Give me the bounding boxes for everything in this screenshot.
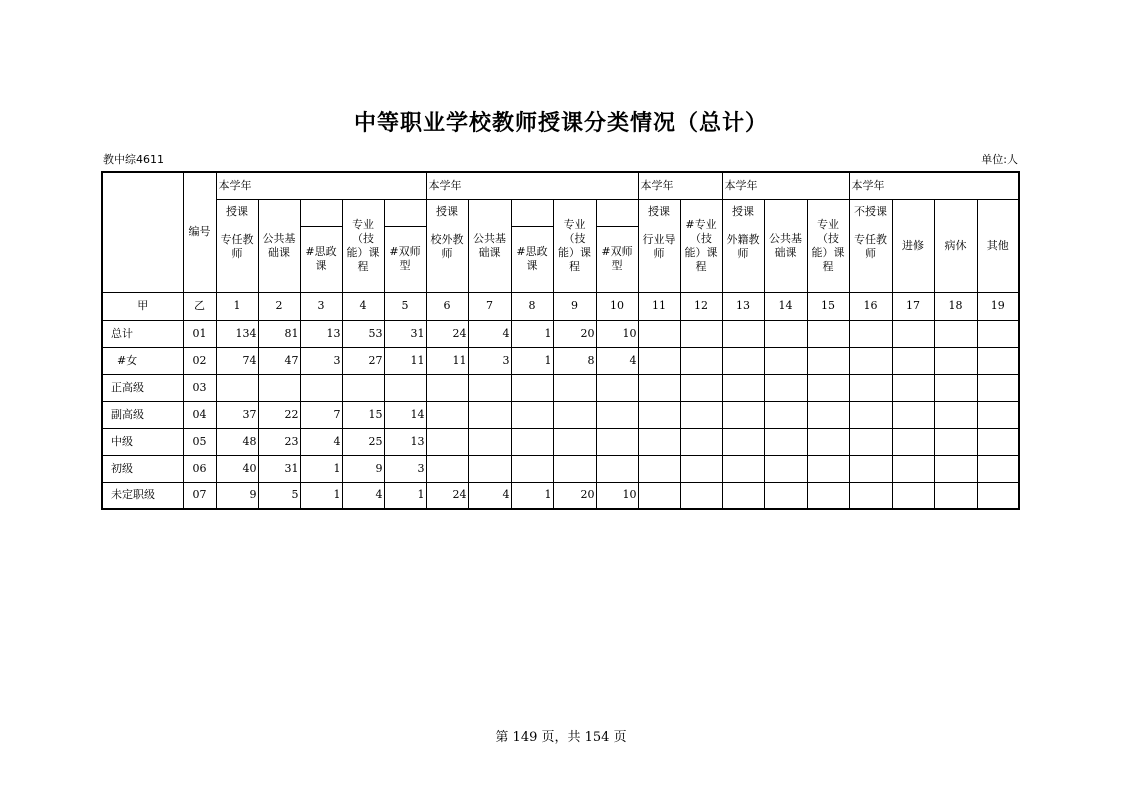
value-cell <box>426 455 468 482</box>
group-header-5: 本学年 <box>849 172 1019 199</box>
value-cell <box>977 428 1019 455</box>
header-group-row <box>102 172 1019 199</box>
value-cell: 8 <box>553 347 596 374</box>
header-col-8-top <box>511 199 553 226</box>
value-cell <box>764 347 807 374</box>
value-cell <box>977 374 1019 401</box>
value-cell <box>892 374 934 401</box>
value-cell: 37 <box>216 401 258 428</box>
index-cell: 19 <box>977 292 1019 320</box>
value-cell: 134 <box>216 320 258 347</box>
value-cell <box>934 374 977 401</box>
value-cell: 1 <box>384 482 426 509</box>
value-cell: 1 <box>511 347 553 374</box>
value-cell <box>892 428 934 455</box>
value-cell <box>511 428 553 455</box>
value-cell: 1 <box>300 455 342 482</box>
header-col-6: 授课 校外教师 <box>426 199 468 292</box>
index-cell: 2 <box>258 292 300 320</box>
header-col-4: 专业（技能）课程 <box>342 199 384 292</box>
row-code: 02 <box>183 347 216 374</box>
row-code: 05 <box>183 428 216 455</box>
index-cell: 16 <box>849 292 892 320</box>
table-row <box>102 320 1019 347</box>
value-cell: 48 <box>216 428 258 455</box>
teacher-course-table <box>101 171 1020 510</box>
value-cell <box>764 320 807 347</box>
row-code: 03 <box>183 374 216 401</box>
value-cell: 5 <box>258 482 300 509</box>
table-row <box>102 347 1019 374</box>
value-cell <box>764 401 807 428</box>
value-cell <box>849 482 892 509</box>
value-cell: 3 <box>468 347 511 374</box>
row-label: 中级 <box>102 428 183 455</box>
row-code: 06 <box>183 455 216 482</box>
value-cell: 25 <box>342 428 384 455</box>
value-cell <box>764 455 807 482</box>
value-cell <box>807 482 849 509</box>
value-cell: 1 <box>300 482 342 509</box>
row-code: 01 <box>183 320 216 347</box>
header-col-5: #双师型 <box>384 226 426 292</box>
group-header-1: 本学年 <box>216 172 426 199</box>
value-cell: 40 <box>216 455 258 482</box>
value-cell <box>426 374 468 401</box>
row-label: 正高级 <box>102 374 183 401</box>
group-header-4: 本学年 <box>722 172 849 199</box>
group-header-3: 本学年 <box>638 172 722 199</box>
value-cell: 3 <box>300 347 342 374</box>
index-cell: 12 <box>680 292 722 320</box>
value-cell <box>807 455 849 482</box>
table-row <box>102 374 1019 401</box>
index-yi: 乙 <box>183 292 216 320</box>
value-cell <box>807 401 849 428</box>
value-cell <box>807 428 849 455</box>
index-cell: 17 <box>892 292 934 320</box>
value-cell: 4 <box>300 428 342 455</box>
header-col-8: #思政课 <box>511 226 553 292</box>
value-cell: 23 <box>258 428 300 455</box>
index-jia: 甲 <box>102 292 183 320</box>
index-cell: 8 <box>511 292 553 320</box>
value-cell <box>638 401 680 428</box>
value-cell: 47 <box>258 347 300 374</box>
value-cell: 74 <box>216 347 258 374</box>
index-cell: 11 <box>638 292 680 320</box>
row-label: 副高级 <box>102 401 183 428</box>
value-cell <box>596 455 638 482</box>
index-cell: 1 <box>216 292 258 320</box>
value-cell <box>511 401 553 428</box>
header-col-11: 授课 行业导师 <box>638 199 680 292</box>
value-cell <box>638 347 680 374</box>
header-corner <box>102 172 183 292</box>
index-row <box>102 292 1019 320</box>
header-col-19: 其他 <box>977 199 1019 292</box>
value-cell <box>722 374 764 401</box>
value-cell <box>680 374 722 401</box>
header-col-15: 专业（技能）课程 <box>807 199 849 292</box>
value-cell <box>807 374 849 401</box>
value-cell <box>426 428 468 455</box>
value-cell <box>892 401 934 428</box>
value-cell <box>934 482 977 509</box>
row-label: 未定职级 <box>102 482 183 509</box>
row-label: #女 <box>102 347 183 374</box>
index-cell: 18 <box>934 292 977 320</box>
value-cell <box>300 374 342 401</box>
value-cell <box>680 455 722 482</box>
header-col-10: #双师型 <box>596 226 638 292</box>
value-cell <box>849 347 892 374</box>
value-cell: 10 <box>596 320 638 347</box>
value-cell <box>680 401 722 428</box>
group-header-2: 本学年 <box>426 172 638 199</box>
value-cell <box>849 428 892 455</box>
row-code: 04 <box>183 401 216 428</box>
index-cell: 5 <box>384 292 426 320</box>
value-cell: 14 <box>384 401 426 428</box>
header-col-2: 公共基础课 <box>258 199 300 292</box>
value-cell: 20 <box>553 482 596 509</box>
value-cell <box>977 401 1019 428</box>
value-cell: 20 <box>553 320 596 347</box>
header-col-9: 专业（技能）课程 <box>553 199 596 292</box>
value-cell: 13 <box>384 428 426 455</box>
header-col-17: 进修 <box>892 199 934 292</box>
value-cell <box>596 374 638 401</box>
value-cell: 13 <box>300 320 342 347</box>
value-cell <box>680 482 722 509</box>
value-cell: 31 <box>258 455 300 482</box>
index-cell: 13 <box>722 292 764 320</box>
value-cell <box>977 347 1019 374</box>
value-cell <box>722 320 764 347</box>
value-cell: 4 <box>468 482 511 509</box>
index-cell: 6 <box>426 292 468 320</box>
report-title: 中等职业学校教师授课分类情况（总计） <box>353 111 768 136</box>
value-cell: 9 <box>216 482 258 509</box>
value-cell: 4 <box>468 320 511 347</box>
unit-label: 单位:人 <box>981 153 1018 166</box>
table-row <box>102 428 1019 455</box>
value-cell <box>764 482 807 509</box>
value-cell: 4 <box>342 482 384 509</box>
value-cell <box>934 320 977 347</box>
header-col-10-top <box>596 199 638 226</box>
value-cell <box>764 374 807 401</box>
value-cell <box>977 455 1019 482</box>
value-cell <box>849 401 892 428</box>
value-cell <box>892 320 934 347</box>
value-cell: 31 <box>384 320 426 347</box>
value-cell <box>342 374 384 401</box>
value-cell <box>384 374 426 401</box>
value-cell: 24 <box>426 482 468 509</box>
value-cell <box>596 428 638 455</box>
value-cell <box>638 374 680 401</box>
value-cell <box>764 428 807 455</box>
value-cell <box>553 428 596 455</box>
value-cell <box>849 320 892 347</box>
value-cell <box>680 320 722 347</box>
index-cell: 4 <box>342 292 384 320</box>
value-cell: 10 <box>596 482 638 509</box>
table-row <box>102 455 1019 482</box>
value-cell <box>807 347 849 374</box>
value-cell <box>722 401 764 428</box>
value-cell <box>468 401 511 428</box>
value-cell: 1 <box>511 482 553 509</box>
value-cell <box>638 482 680 509</box>
header-col-16: 不授课 专任教师 <box>849 199 892 292</box>
value-cell: 24 <box>426 320 468 347</box>
value-cell <box>849 455 892 482</box>
value-cell <box>934 455 977 482</box>
value-cell <box>807 320 849 347</box>
value-cell: 53 <box>342 320 384 347</box>
value-cell <box>680 347 722 374</box>
value-cell <box>468 374 511 401</box>
value-cell: 15 <box>342 401 384 428</box>
value-cell <box>596 401 638 428</box>
form-code: 教中综4611 <box>103 153 164 166</box>
value-cell <box>638 320 680 347</box>
value-cell <box>511 374 553 401</box>
value-cell <box>553 455 596 482</box>
table-body <box>102 320 1019 509</box>
value-cell: 3 <box>384 455 426 482</box>
shouke-label: 授课 <box>226 204 248 218</box>
value-cell <box>258 374 300 401</box>
row-label: 初级 <box>102 455 183 482</box>
value-cell <box>977 482 1019 509</box>
value-cell <box>849 374 892 401</box>
value-cell <box>892 347 934 374</box>
index-cell: 9 <box>553 292 596 320</box>
value-cell <box>934 347 977 374</box>
value-cell <box>722 455 764 482</box>
index-cell: 14 <box>764 292 807 320</box>
value-cell <box>722 347 764 374</box>
value-cell: 81 <box>258 320 300 347</box>
value-cell <box>892 455 934 482</box>
header-col-3: #思政课 <box>300 226 342 292</box>
value-cell: 1 <box>511 320 553 347</box>
value-cell <box>680 428 722 455</box>
header-col-1: 授课 专任教师 <box>216 199 258 292</box>
header-col-3-top <box>300 199 342 226</box>
value-cell: 11 <box>384 347 426 374</box>
header-col-12: #专业（技能）课程 <box>680 199 722 292</box>
value-cell <box>892 482 934 509</box>
value-cell <box>934 401 977 428</box>
value-cell <box>722 428 764 455</box>
row-label: 总计 <box>102 320 183 347</box>
value-cell: 9 <box>342 455 384 482</box>
header-col-14: 公共基础课 <box>764 199 807 292</box>
row-code: 07 <box>183 482 216 509</box>
index-cell: 7 <box>468 292 511 320</box>
value-cell <box>977 320 1019 347</box>
index-cell: 3 <box>300 292 342 320</box>
header-col-7: 公共基础课 <box>468 199 511 292</box>
page-footer: 第 149 页，共 154 页 <box>495 730 627 745</box>
header-col-13: 授课 外籍教师 <box>722 199 764 292</box>
value-cell <box>553 374 596 401</box>
value-cell: 11 <box>426 347 468 374</box>
index-cell: 10 <box>596 292 638 320</box>
value-cell: 4 <box>596 347 638 374</box>
header-number: 编号 <box>183 172 216 292</box>
table-row <box>102 401 1019 428</box>
value-cell: 22 <box>258 401 300 428</box>
value-cell <box>468 428 511 455</box>
value-cell: 7 <box>300 401 342 428</box>
value-cell <box>426 401 468 428</box>
index-cell: 15 <box>807 292 849 320</box>
header-col-18: 病休 <box>934 199 977 292</box>
value-cell <box>216 374 258 401</box>
value-cell <box>553 401 596 428</box>
header-col-5-top <box>384 199 426 226</box>
table-row <box>102 482 1019 509</box>
value-cell <box>638 428 680 455</box>
value-cell <box>511 455 553 482</box>
value-cell <box>722 482 764 509</box>
value-cell: 27 <box>342 347 384 374</box>
value-cell <box>638 455 680 482</box>
header-sub-row <box>102 199 1019 226</box>
value-cell <box>468 455 511 482</box>
value-cell <box>934 428 977 455</box>
